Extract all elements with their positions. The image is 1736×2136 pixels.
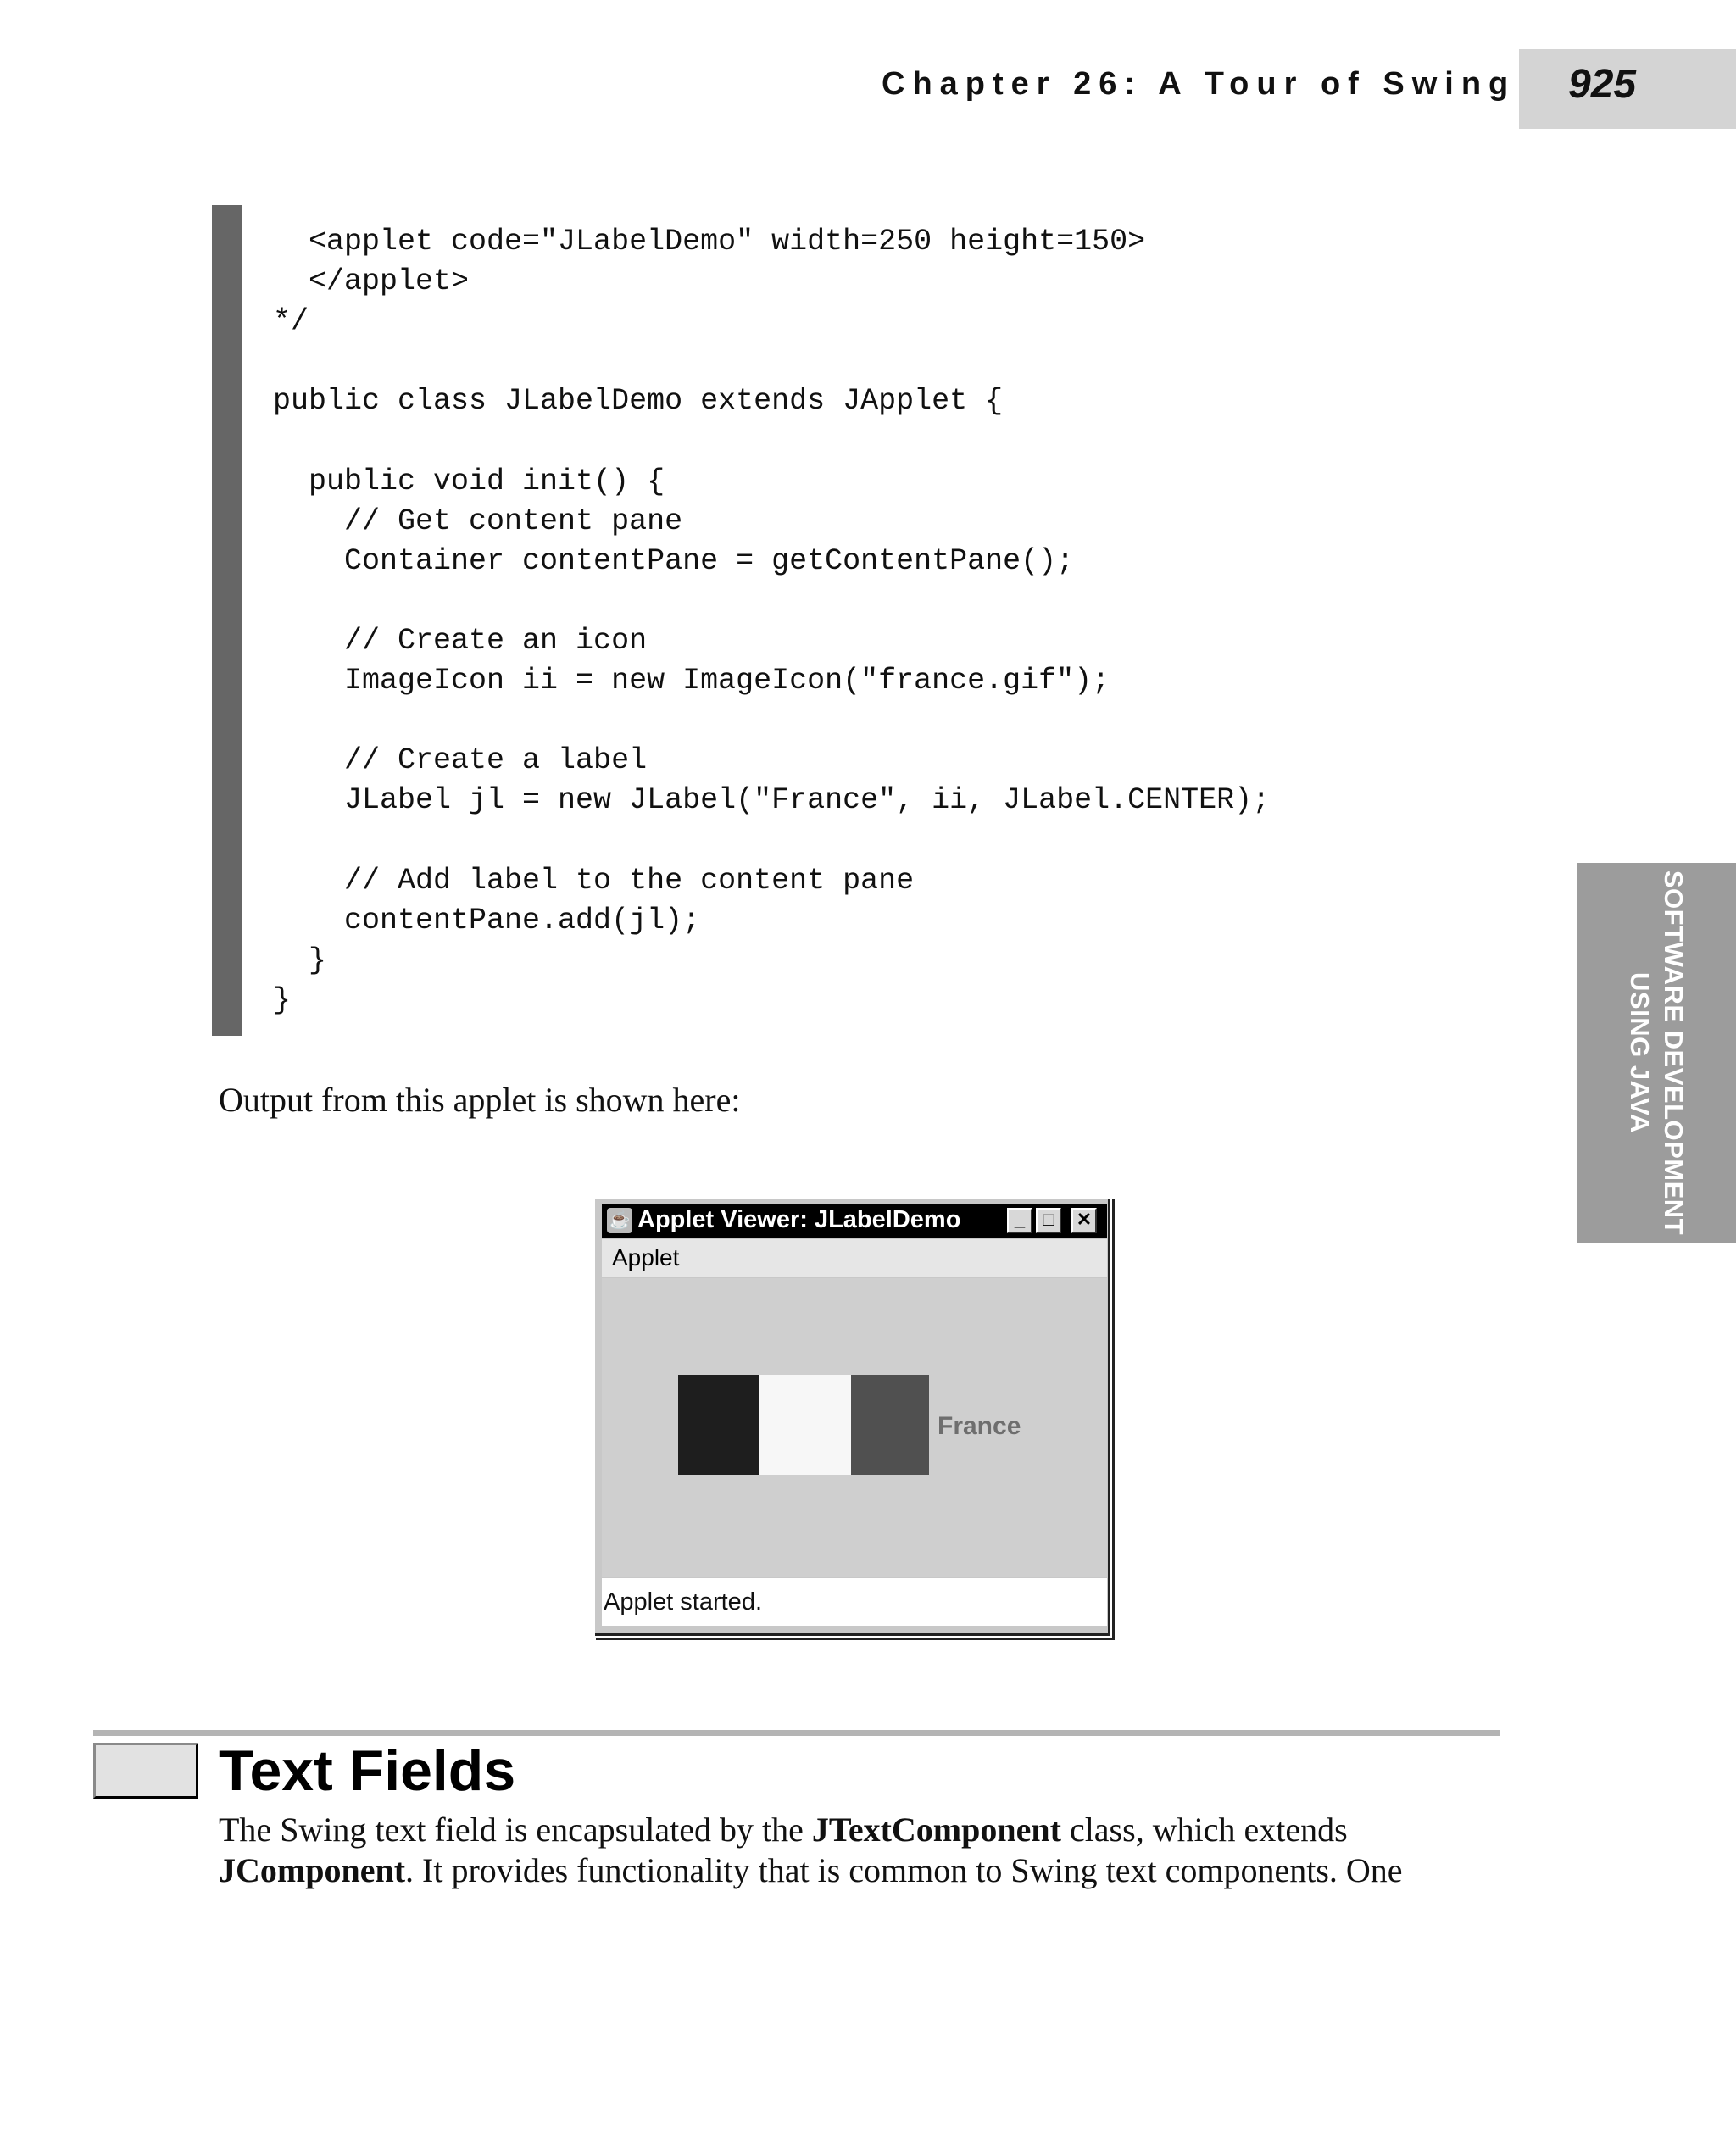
minimize-icon[interactable]: _ bbox=[1007, 1208, 1032, 1233]
france-flag-icon bbox=[678, 1375, 929, 1475]
code-line: // Create an icon bbox=[273, 623, 648, 658]
code-line: ImageIcon ii = new ImageIcon("france.gif"); bbox=[273, 664, 1110, 698]
side-tab bbox=[1577, 863, 1736, 1243]
code-line: </applet> bbox=[273, 264, 470, 299]
code-line: <applet code="JLabelDemo" width=250 height=150> bbox=[273, 225, 1146, 259]
code-line: JLabel jl = new JLabel("France", ii, JLabel.CENTER); bbox=[273, 783, 1271, 818]
flag-stripe-middle bbox=[760, 1375, 851, 1475]
flag-stripe-right bbox=[851, 1375, 929, 1475]
code-listing-bar bbox=[212, 205, 242, 1036]
code-line: } bbox=[273, 982, 292, 1017]
code-line: */ bbox=[273, 304, 309, 339]
body-line-2 bbox=[219, 1850, 1507, 1891]
side-tab-line-1: SOFTWARE DEVELOPMENT bbox=[1659, 870, 1689, 1236]
class-name-jtextcomponent: JTextComponent bbox=[811, 1811, 1061, 1849]
body-text: The Swing text field is encapsulated by the bbox=[219, 1811, 812, 1849]
code-line: // Get content pane bbox=[273, 503, 683, 538]
code-line: contentPane.add(jl); bbox=[273, 903, 701, 937]
side-tab-text bbox=[1577, 863, 1736, 1243]
body-line-1 bbox=[219, 1810, 1507, 1850]
applet-viewer-icon[interactable]: ☕ bbox=[607, 1208, 632, 1233]
code-line: public class JLabelDemo extends JApplet { bbox=[273, 384, 1004, 419]
applet-viewer-window bbox=[593, 1197, 1112, 1638]
close-icon[interactable]: ✕ bbox=[1071, 1208, 1097, 1233]
side-tab-line-2: USING JAVA bbox=[1625, 972, 1655, 1133]
code-line: public void init() { bbox=[273, 464, 665, 498]
section-marker bbox=[93, 1743, 198, 1799]
content-pane bbox=[602, 1278, 1107, 1577]
window-title: Applet Viewer: JLabelDemo bbox=[637, 1206, 961, 1233]
code-listing bbox=[273, 222, 1270, 1021]
section-rule bbox=[93, 1730, 1500, 1736]
body-text: . It provides functionality that is common to Swing text components. One bbox=[405, 1851, 1403, 1889]
code-line: // Add label to the content pane bbox=[273, 863, 915, 898]
title-bar[interactable] bbox=[602, 1204, 1107, 1238]
code-line: Container contentPane = getContentPane(); bbox=[273, 543, 1075, 578]
page-number-box bbox=[1519, 49, 1736, 129]
code-line: } bbox=[273, 943, 327, 977]
running-header: Chapter 26: A Tour of Swing bbox=[882, 66, 1516, 102]
page-number: 925 bbox=[1568, 62, 1637, 107]
status-bar bbox=[602, 1578, 1107, 1626]
menu-item-applet[interactable]: Applet bbox=[612, 1244, 680, 1271]
france-label: France bbox=[938, 1412, 1021, 1440]
body-text: class, which extends bbox=[1060, 1811, 1348, 1849]
body-paragraph bbox=[219, 1810, 1507, 1891]
maximize-icon[interactable]: □ bbox=[1036, 1208, 1061, 1233]
class-name-jcomponent: JComponent bbox=[219, 1851, 406, 1889]
flag-stripe-left bbox=[678, 1375, 760, 1475]
code-line: // Create a label bbox=[273, 743, 648, 778]
status-text: Applet started. bbox=[604, 1588, 762, 1616]
menu-bar bbox=[602, 1239, 1107, 1277]
output-caption: Output from this applet is shown here: bbox=[219, 1081, 741, 1119]
section-title: Text Fields bbox=[219, 1738, 516, 1803]
